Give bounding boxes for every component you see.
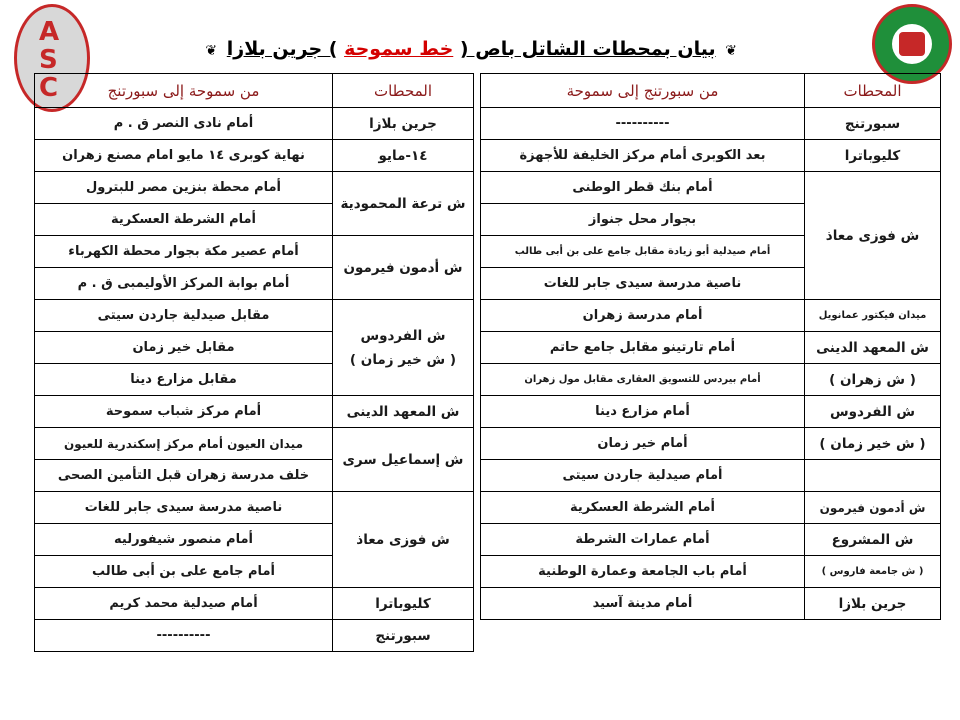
stop-cell: ---------- — [481, 108, 805, 140]
stop-cell: أمام جامع على بن أبى طالب — [35, 556, 333, 588]
ornament-icon: ❦ — [205, 43, 218, 59]
stop-cell: أمام صيدلية محمد كريم — [35, 588, 333, 620]
title-suffix: ) جرين بلازا — [226, 38, 338, 60]
station-cell: ش أدمون فيرمون — [333, 236, 474, 300]
station-name: ش الفردوس — [360, 327, 446, 344]
title-route: خط سموحة — [344, 38, 454, 60]
ornament-icon: ❦ — [725, 43, 737, 59]
stop-cell: أمام بوابة المركز الأوليمبى ق . م — [35, 268, 333, 300]
shuttle-logo-right — [872, 4, 952, 84]
stop-cell: خلف مدرسة زهران قبل التأمين الصحى — [35, 460, 333, 492]
stop-cell: أمام صيدلية جاردن سيتى — [481, 460, 805, 492]
table-row — [481, 556, 941, 588]
table-row — [481, 364, 941, 396]
table-row — [35, 428, 474, 460]
title-prefix: بيان بمحطات الشاتل باص ( — [459, 38, 716, 60]
stop-cell: أمام الشرطة العسكرية — [35, 204, 333, 236]
station-cell: جرين بلازا — [805, 588, 941, 620]
station-cell: ( ش زهران ) — [805, 364, 941, 396]
logo-letter-c: C — [39, 73, 59, 103]
table-row — [481, 428, 941, 460]
station-cell: سبورتنج — [805, 108, 941, 140]
station-cell: كليوباترا — [333, 588, 474, 620]
table-row — [481, 460, 941, 492]
station-cell: ميدان فيكتور عمانويل — [805, 300, 941, 332]
stop-cell: نهاية كوبرى ١٤ مايو امام مصنع زهران — [35, 140, 333, 172]
logo-letter-s: S — [39, 45, 58, 75]
stop-cell: أمام مزارع دينا — [481, 396, 805, 428]
page-title — [205, 38, 740, 60]
station-cell — [805, 460, 941, 492]
table-row — [35, 300, 474, 332]
stop-cell: ---------- — [35, 620, 333, 652]
stop-cell: أمام باب الجامعة وعمارة الوطنية — [481, 556, 805, 588]
table-row — [481, 588, 941, 620]
station-cell: كليوباترا — [805, 140, 941, 172]
station-alt-name: ( ش خير زمان ) — [349, 351, 457, 368]
table-row — [481, 396, 941, 428]
station-cell: جرين بلازا — [333, 108, 474, 140]
table-row — [35, 236, 474, 268]
table-header-row — [481, 74, 941, 108]
header-route: من سموحة إلى سبورتنج — [35, 74, 333, 108]
stop-cell: بجوار محل جنواز — [481, 204, 805, 236]
table-row — [481, 300, 941, 332]
table-row — [35, 140, 474, 172]
table-smouha-to-sporting — [34, 73, 474, 652]
station-cell: ش إسماعيل سرى — [333, 428, 474, 492]
stop-cell: أمام بيردس للتسويق العقارى مقابل مول زهران — [481, 364, 805, 396]
table-row — [35, 396, 474, 428]
station-cell: ش فوزى معاذ — [805, 172, 941, 300]
table-row — [35, 172, 474, 204]
stop-cell: بعد الكوبرى أمام مركز الخليفة للأجهزة — [481, 140, 805, 172]
table-row — [481, 332, 941, 364]
table-sporting-to-smouha — [480, 73, 941, 620]
stop-cell: أمام نادى النصر ق . م — [35, 108, 333, 140]
station-cell: ش المعهد الدينى — [805, 332, 941, 364]
station-cell: ش أدمون فيرمون — [805, 492, 941, 524]
logo-letter-a: A — [39, 17, 60, 47]
table-row — [481, 140, 941, 172]
station-cell: ١٤-مايو — [333, 140, 474, 172]
stop-cell: أمام بنك قطر الوطنى — [481, 172, 805, 204]
table-row — [35, 492, 474, 524]
stop-cell: أمام خير زمان — [481, 428, 805, 460]
table-row — [481, 524, 941, 556]
station-cell: ( ش جامعة فاروس ) — [805, 556, 941, 588]
table-row — [35, 108, 474, 140]
table-row — [35, 620, 474, 652]
stop-cell: ناصية مدرسة سيدى جابر للغات — [35, 492, 333, 524]
table-row — [481, 108, 941, 140]
stop-cell: أمام تارتينو مقابل جامع حاتم — [481, 332, 805, 364]
stop-cell: مقابل خير زمان — [35, 332, 333, 364]
station-cell: سبورتنج — [333, 620, 474, 652]
stop-cell: أمام مركز شباب سموحة — [35, 396, 333, 428]
stop-cell: أمام محطة بنزين مصر للبترول — [35, 172, 333, 204]
stop-cell: مقابل مزارع دينا — [35, 364, 333, 396]
station-cell: ش المشروع — [805, 524, 941, 556]
stop-cell: أمام عمارات الشرطة — [481, 524, 805, 556]
bus-icon — [899, 32, 925, 56]
station-cell: ش الفردوس — [805, 396, 941, 428]
station-cell: ( ش خير زمان ) — [805, 428, 941, 460]
table-row — [481, 172, 941, 204]
station-cell: ش ترعة المحمودية — [333, 172, 474, 236]
table-row — [35, 588, 474, 620]
stop-cell: أمام منصور شيفورليه — [35, 524, 333, 556]
station-cell — [333, 300, 474, 396]
stop-cell: أمام الشرطة العسكرية — [481, 492, 805, 524]
header-route: من سبورتنج إلى سموحة — [481, 74, 805, 108]
header-stations: المحطات — [805, 74, 941, 108]
stop-cell: ناصية مدرسة سيدى جابر للغات — [481, 268, 805, 300]
stop-cell: أمام مدينة آسيد — [481, 588, 805, 620]
table-header-row — [35, 74, 474, 108]
header-stations: المحطات — [333, 74, 474, 108]
stop-cell: ميدان العيون أمام مركز إسكندرية للعيون — [35, 428, 333, 460]
table-row — [481, 492, 941, 524]
stop-cell: أمام مدرسة زهران — [481, 300, 805, 332]
station-cell: ش فوزى معاذ — [333, 492, 474, 588]
stop-cell: أمام صيدلية أبو زيادة مقابل جامع على بن أبى طالب — [481, 236, 805, 268]
stop-cell: أمام عصير مكة بجوار محطة الكهرباء — [35, 236, 333, 268]
stop-cell: مقابل صيدلية جاردن سيتى — [35, 300, 333, 332]
station-cell: ش المعهد الدينى — [333, 396, 474, 428]
